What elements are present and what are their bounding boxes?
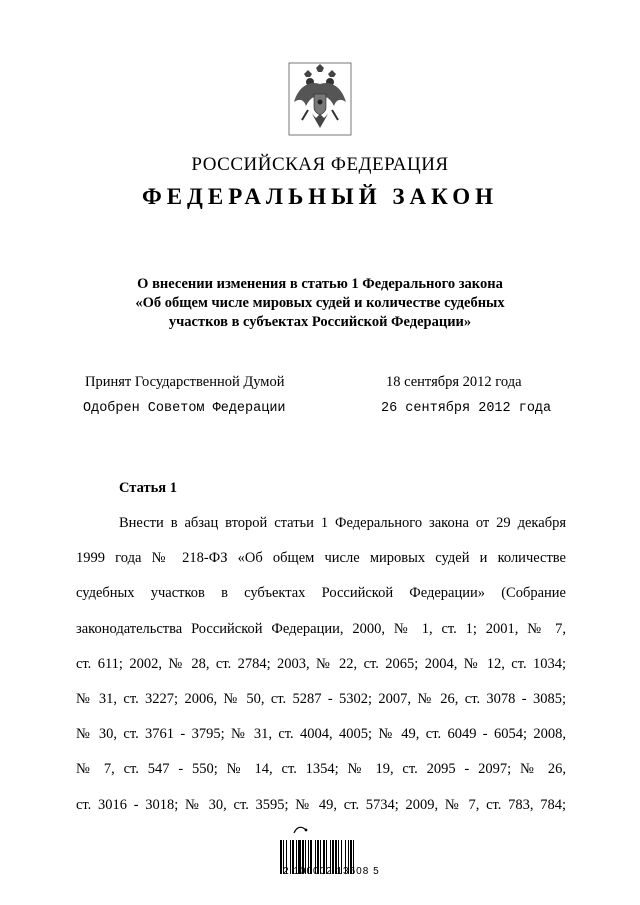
duma-adoption-label: Принят Государственной Думой — [85, 374, 285, 390]
article-body — [76, 512, 566, 829]
coat-of-arms-icon — [288, 62, 352, 136]
article-text-line: № 31, ст. 3227; 2006, № 50, ст. 5287 - 5302; 2007, № 26, ст. 3078 - 3085; — [76, 690, 566, 707]
law-title-line: О внесении изменения в статью 1 Федерального закона — [137, 276, 503, 292]
council-approval-label: Одобрен Советом Федерации — [83, 401, 286, 416]
article-text-line: Внести в абзац второй статьи 1 Федерального закона от 29 декабря — [119, 515, 566, 531]
article-text-line: ст. 3016 - 3018; № 30, ст. 3595; № 49, ст. 5734; 2009, № 7, ст. 783, 784; — [76, 796, 566, 813]
article-text-line: законодательства Российской Федерации, 2000, № 1, ст. 1; 2001, № 7, — [76, 620, 566, 637]
barcode-bar — [280, 840, 282, 874]
document-type: ФЕДЕРАЛЬНЫЙ ЗАКОН — [141, 184, 499, 209]
country-name: РОССИЙСКАЯ ФЕДЕРАЦИЯ — [191, 154, 449, 175]
article-text-line: ст. 611; 2002, № 28, ст. 2784; 2003, № 22, ст. 2065; 2004, № 12, ст. 1034; — [76, 655, 566, 672]
article-text-line: № 7, ст. 547 - 550; № 14, ст. 1354; № 19, ст. 2095 - 2097; № 26, — [76, 761, 566, 778]
scan-mark-icon — [292, 824, 310, 834]
barcode-digits: 2 100002 13608 5 — [283, 866, 380, 877]
article-text-line: № 30, ст. 3761 - 3795; № 31, ст. 4004, 4005; № 49, ст. 6049 - 6054; 2008, — [76, 726, 566, 743]
article-text-line: судебных участков в субъектах Российской Федерации» (Собрание — [76, 585, 566, 602]
duma-adoption-date: 18 сентября 2012 года — [386, 374, 522, 390]
article-text-line: 1999 года № 218-ФЗ «Об общем числе мировых судей и количестве — [76, 550, 566, 567]
council-approval-date: 26 сентября 2012 года — [381, 401, 552, 416]
article-heading: Статья 1 — [119, 480, 177, 496]
law-title-line: «Об общем числе мировых судей и количестве судебных — [135, 295, 505, 311]
law-title — [0, 275, 640, 332]
law-title-line: участков в субъектах Российской Федерации» — [168, 314, 472, 330]
